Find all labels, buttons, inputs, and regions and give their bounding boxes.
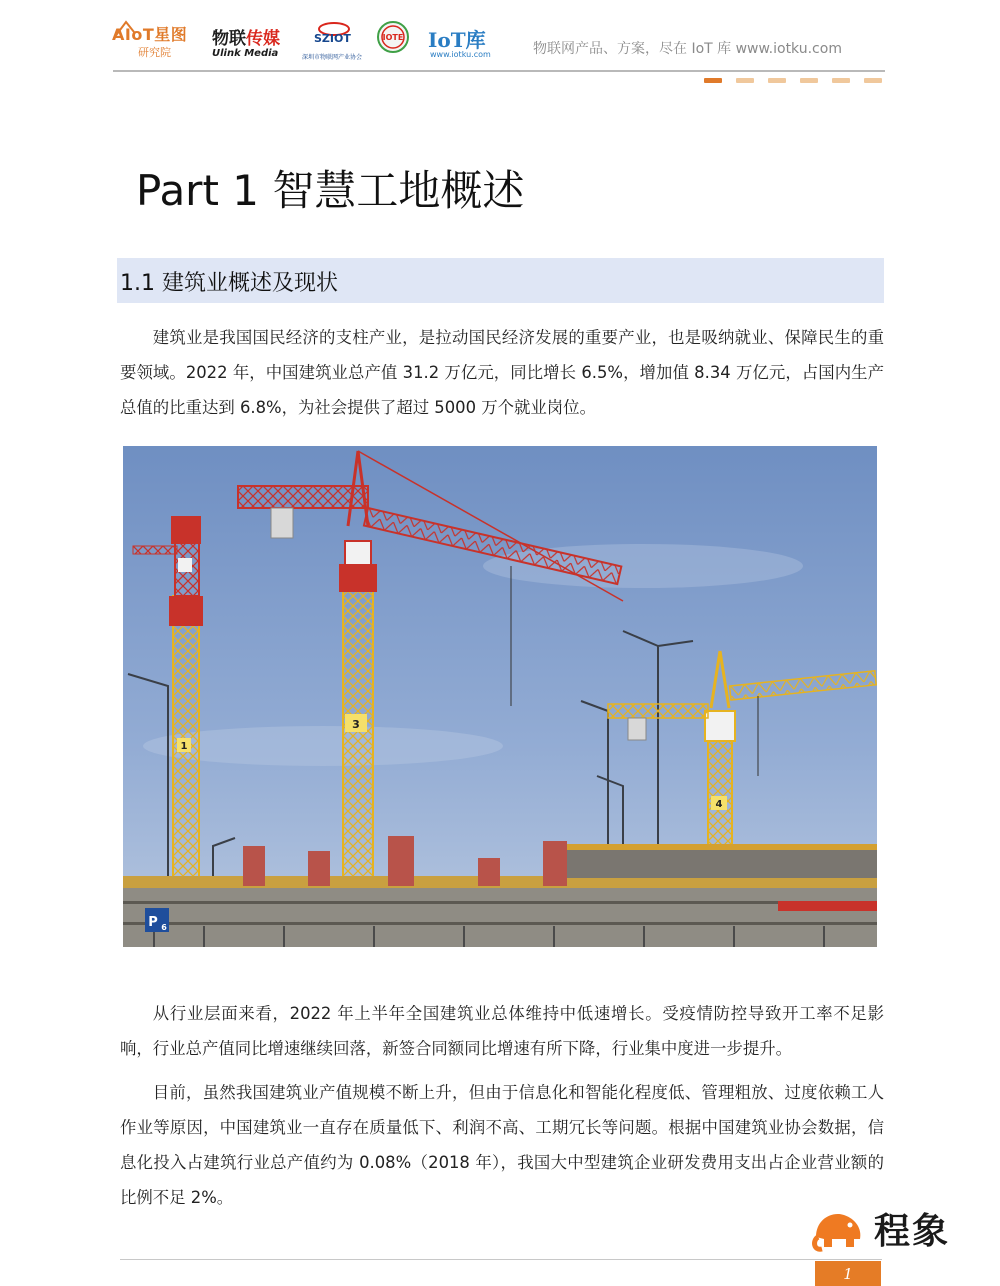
aiot-research-logo xyxy=(112,20,197,64)
aiot-logo-text: AIoT星图 xyxy=(112,25,188,44)
intro-paragraph: 建筑业是我国国民经济的支柱产业，是拉动国民经济发展的重要产业，也是吸纳就业、保障民生的重要领域。2022 年，中国建筑业总产值 31.2 万亿元，同比增长 6.5%，增加值 8.34 万亿元，占国内生产总值的比重达到 6.8%，为社会提供了超过 5000 万个就业岗位。 xyxy=(120,328,884,417)
header-dash xyxy=(768,78,786,83)
header-tagline: 物联网产品、方案，尽在 IoT 库 www.iotku.com xyxy=(533,41,842,57)
ulink-media-logo xyxy=(212,20,292,64)
sziot-logo-subtext: 深圳市物联网产业协会 xyxy=(302,54,363,61)
ulink-logo-text: 物联传媒 xyxy=(212,29,280,49)
industry-paragraph: 从行业层面来看，2022 年上半年全国建筑业总体维持中低速增长。受疫情防控导致开工率不足影响，行业总产值同比增速继续回落，新签合同额同比增速有所下降，行业集中度进一步提升。 xyxy=(120,1004,884,1058)
svg-text:6: 6 xyxy=(161,923,167,932)
sziot-logo-text: SZIOT xyxy=(314,32,351,45)
page-number: 1 xyxy=(843,1265,853,1283)
svg-text:IOTE: IOTE xyxy=(382,33,404,42)
sziot-logo xyxy=(302,20,368,64)
aiot-logo-subtext: 研究院 xyxy=(138,46,171,59)
iotku-logo-url: www.iotku.com xyxy=(430,50,491,59)
page-header xyxy=(0,0,1000,100)
elephant-logo-icon xyxy=(810,1207,868,1255)
construction-cranes-photo xyxy=(123,446,877,947)
header-dash xyxy=(704,78,722,83)
page-number-box xyxy=(815,1261,881,1286)
section-title: 1.1 建筑业概述及现状 xyxy=(120,271,338,296)
header-dash xyxy=(832,78,850,83)
iote-badge-icon xyxy=(376,20,410,54)
crane-number-label: 3 xyxy=(352,718,360,731)
header-divider xyxy=(113,70,885,72)
iote-logo xyxy=(376,20,410,64)
footer-divider xyxy=(120,1259,882,1260)
part-title: Part 1 智慧工地概述 xyxy=(136,166,525,215)
header-dash xyxy=(800,78,818,83)
header-dash xyxy=(736,78,754,83)
crane-number-label: 1 xyxy=(180,741,188,752)
ulink-logo-subtext: Ulink Media xyxy=(212,48,279,59)
iotku-logo-text: IoT库 xyxy=(428,28,486,52)
crane-number-label: 4 xyxy=(715,799,723,810)
svg-text:P: P xyxy=(148,915,158,930)
watermark-text: 程象 xyxy=(874,1211,951,1252)
status-paragraph: 目前，虽然我国建筑业产值规模不断上升，但由于信息化和智能化程度低、管理粗放、过度依赖工人作业等原因，中国建筑业一直存在质量低下、利润不高、工期冗长等问题。根据中国建筑业协会数据，信息化投入占建筑行业总产值约为 0.08%（2018 年），我国大中型建筑企业研发费用支出占企业营业额的比例不足 2%。 xyxy=(120,1083,884,1207)
iotku-logo xyxy=(428,20,491,64)
header-dash xyxy=(864,78,882,83)
chengxiang-watermark xyxy=(810,1201,980,1261)
